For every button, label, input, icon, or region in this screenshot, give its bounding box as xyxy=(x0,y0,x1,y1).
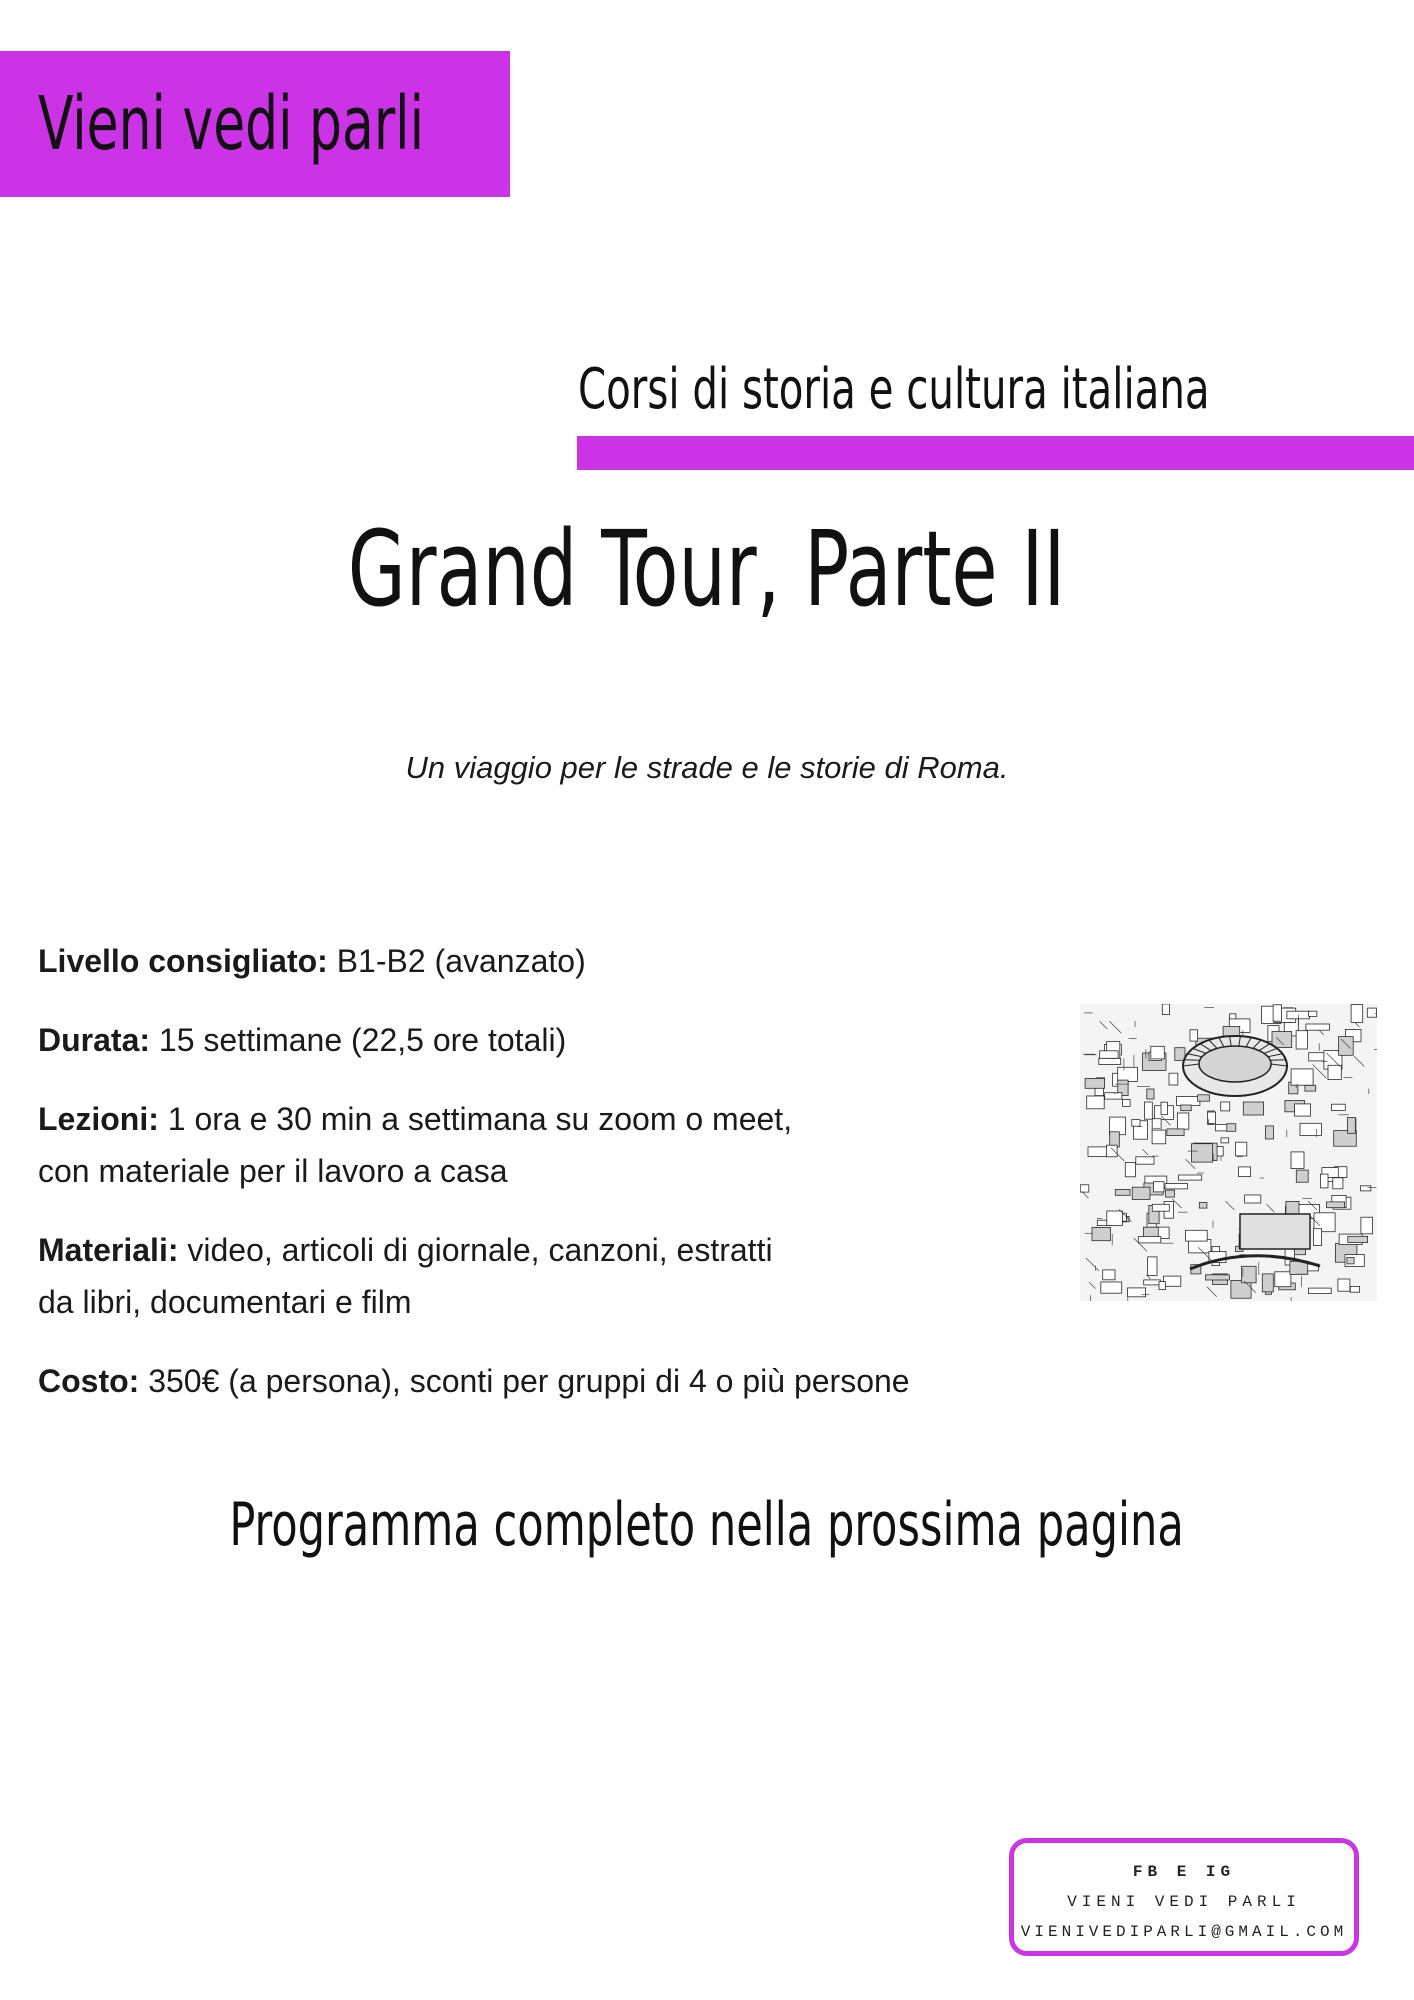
detail-label: Durata: xyxy=(38,1022,151,1058)
contact-handle: VIENI VEDI PARLI xyxy=(1067,1893,1301,1911)
detail-level xyxy=(38,935,1078,987)
contact-social: FB E IG xyxy=(1132,1863,1236,1881)
detail-label: Lezioni: xyxy=(38,1101,159,1137)
course-category: Corsi di storia e cultura italiana xyxy=(578,357,1210,422)
detail-value: B1-B2 (avanzato) xyxy=(336,943,586,979)
program-note xyxy=(0,1492,1414,1558)
course-details xyxy=(38,935,1078,1434)
detail-value: 15 settimane (22,5 ore totali) xyxy=(158,1022,567,1058)
detail-label: Costo: xyxy=(38,1363,140,1399)
rome-city-illustration-graphic xyxy=(1080,1004,1377,1301)
page-title xyxy=(0,508,1414,630)
detail-label: Materiali: xyxy=(38,1232,179,1268)
detail-value-continued: con materiale per il lavoro a casa xyxy=(38,1153,508,1189)
detail-value: 350€ (a persona), sconti per gruppi di 4 o più persone xyxy=(148,1363,910,1399)
brand-name: Vieni vedi parli xyxy=(38,81,425,167)
program-note-text: Programma completo nella prossima pagina xyxy=(229,1490,1185,1560)
rome-city-illustration xyxy=(1080,1004,1377,1301)
subtitle-underline-bar xyxy=(577,436,1414,470)
course-tagline: Un viaggio per le strade e le storie di Roma. xyxy=(405,750,1009,785)
detail-materials xyxy=(38,1224,1078,1328)
detail-value: 1 ora e 30 min a settimana su zoom o meet, xyxy=(167,1101,793,1137)
detail-lessons xyxy=(38,1093,1078,1197)
page-title-text: Grand Tour, Parte II xyxy=(348,508,1066,630)
detail-cost xyxy=(38,1355,1078,1407)
detail-value: video, articoli di giornale, canzoni, estratti xyxy=(187,1232,773,1268)
detail-label: Livello consigliato: xyxy=(38,943,328,979)
detail-value-continued: da libri, documentari e film xyxy=(38,1284,412,1320)
detail-duration xyxy=(38,1014,1078,1066)
contact-box xyxy=(1009,1838,1359,1956)
contact-email[interactable]: VIENIVEDIPARLI@GMAIL.COM xyxy=(1020,1923,1348,1941)
brand-banner xyxy=(0,51,510,197)
